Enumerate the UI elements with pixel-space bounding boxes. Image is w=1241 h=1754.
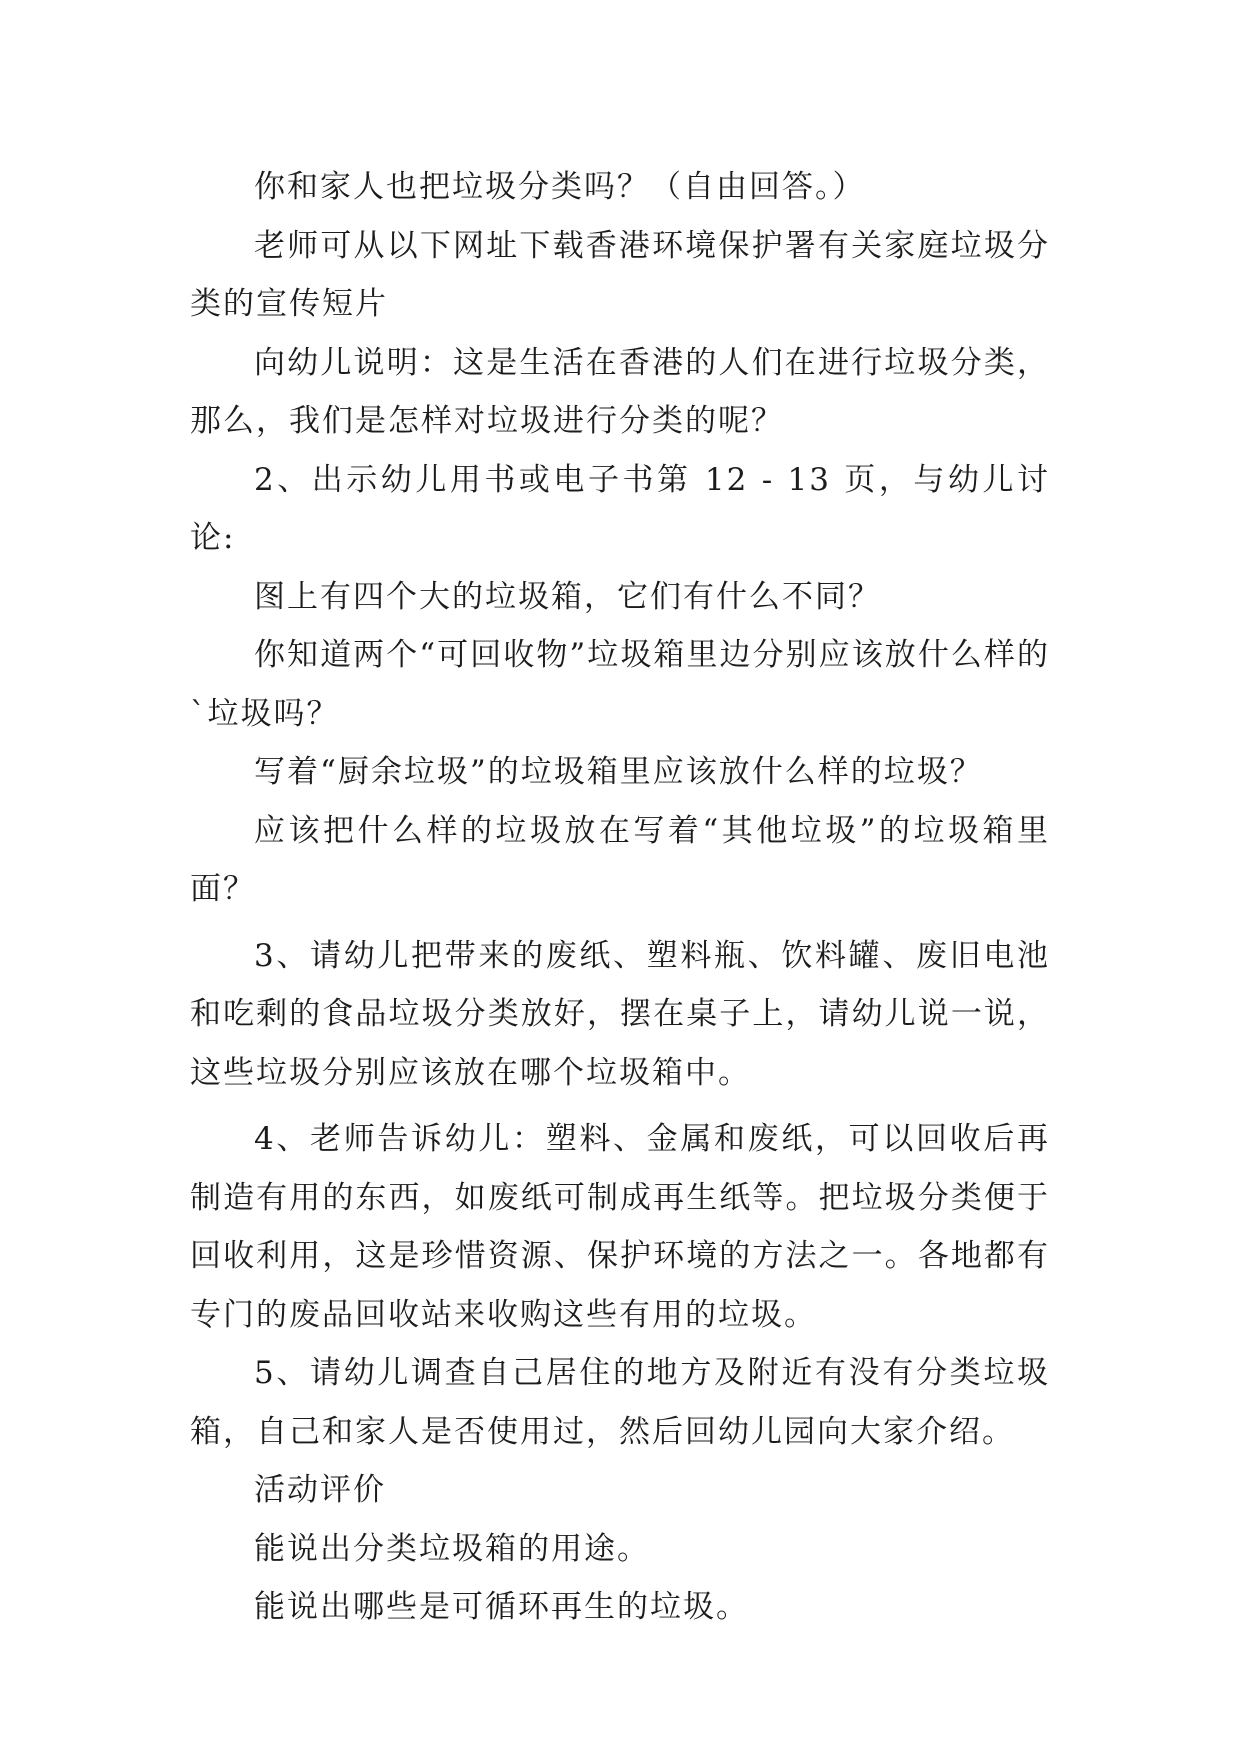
document-body: [190, 158, 1050, 1637]
paragraph-question-family: 你和家人也把垃圾分类吗？（自由回答。）: [254, 169, 866, 205]
paragraph-step-2: 2、出示幼儿用书或电子书第 12 - 13 页，与幼儿讨论:: [190, 461, 1050, 556]
paragraph-recyclable-bins: 你知道两个“可回收物”垃圾箱里边分别应该放什么样的`垃圾吗？: [190, 637, 1050, 732]
paragraph-teacher-download: 老师可从以下网址下载香港环境保护署有关家庭垃圾分类的宣传短片: [190, 227, 1050, 322]
paragraph-kitchen-waste: 写着“厨余垃圾”的垃圾箱里应该放什么样的垃圾？: [254, 754, 983, 790]
paragraph-step-4: 4、老师告诉幼儿：塑料、金属和废纸，可以回收后再制造有用的东西，如废纸可制成再生纸等。把垃圾分类便于回收利用，这是珍惜资源、保护环境的方法之一。各地都有专门的废品回收站来收购这些有用的垃圾。: [190, 1121, 1050, 1333]
section-heading-evaluation: 活动评价: [254, 1472, 386, 1508]
paragraph-explain-to-children: 向幼儿说明：这是生活在香港的人们在进行垃圾分类，那么，我们是怎样对垃圾进行分类的呢？: [190, 344, 1050, 439]
paragraph-evaluation-2: 能说出哪些是可循环再生的垃圾。: [254, 1589, 749, 1625]
paragraph-other-waste: 应该把什么样的垃圾放在写着“其他垃圾”的垃圾箱里面？: [190, 812, 1050, 907]
paragraph-step-3: 3、请幼儿把带来的废纸、塑料瓶、饮料罐、废旧电池和吃剩的食品垃圾分类放好，摆在桌子上，请幼儿说一说，这些垃圾分别应该放在哪个垃圾箱中。: [190, 937, 1050, 1091]
paragraph-step-5: 5、请幼儿调查自己居住的地方及附近有没有分类垃圾箱，自己和家人是否使用过，然后回幼儿园向大家介绍。: [190, 1355, 1050, 1450]
paragraph-evaluation-1: 能说出分类垃圾箱的用途。: [254, 1530, 650, 1567]
paragraph-four-bins: 图上有四个大的垃圾箱，它们有什么不同？: [254, 578, 881, 615]
